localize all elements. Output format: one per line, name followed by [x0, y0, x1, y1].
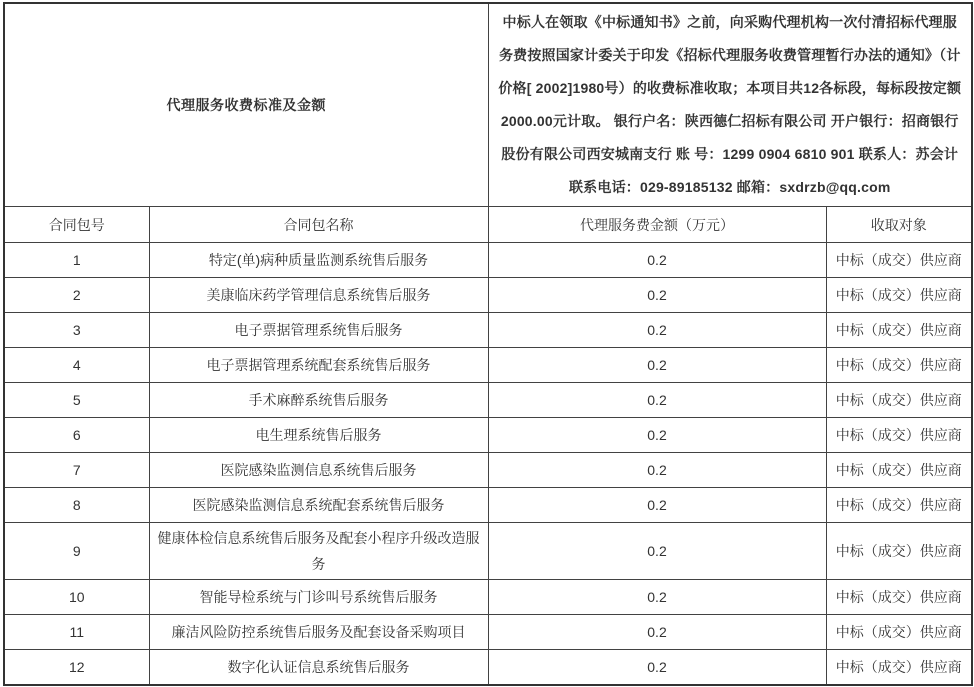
header-package-name: 合同包名称: [149, 207, 488, 243]
cell-fee-amount: 0.2: [488, 580, 826, 615]
cell-package-no: 9: [4, 523, 149, 580]
cell-fee-amount: 0.2: [488, 418, 826, 453]
cell-charge-target: 中标（成交）供应商: [826, 418, 972, 453]
cell-fee-amount: 0.2: [488, 243, 826, 278]
cell-package-name: 廉洁风险防控系统售后服务及配套设备采购项目: [149, 615, 488, 650]
fee-standard-title: 代理服务收费标准及金额: [4, 3, 488, 207]
cell-package-no: 7: [4, 453, 149, 488]
header-fee-amount: 代理服务费金额（万元）: [488, 207, 826, 243]
header-charge-target: 收取对象: [826, 207, 972, 243]
cell-package-name: 医院感染监测信息系统配套系统售后服务: [149, 488, 488, 523]
cell-package-name: 医院感染监测信息系统售后服务: [149, 453, 488, 488]
cell-charge-target: 中标（成交）供应商: [826, 278, 972, 313]
table-row: [4, 348, 972, 383]
cell-charge-target: 中标（成交）供应商: [826, 348, 972, 383]
table-row: [4, 383, 972, 418]
table-header-row: [4, 207, 972, 243]
table-row: [4, 243, 972, 278]
fee-standard-description: 中标人在领取《中标通知书》之前，向采购代理机构一次付清招标代理服务费按照国家计委关于印发《招标代理服务收费管理暂行办法的通知》（计价格[ 2002]1980号）的收费标准收取；本项目共12各标段，每标段按定额2000.00元计取。 银行户名：陕西德仁招标有限公司 开户银行：招商银行股份有限公司西安城南支行 账 号：1299 0904 6810 901 联系人：苏会计 联系电话：029-89185132 邮箱：sxdrzb@qq.com: [488, 3, 972, 207]
cell-charge-target: 中标（成交）供应商: [826, 615, 972, 650]
cell-package-name: 数字化认证信息系统售后服务: [149, 650, 488, 686]
cell-package-no: 2: [4, 278, 149, 313]
cell-charge-target: 中标（成交）供应商: [826, 313, 972, 348]
cell-package-no: 8: [4, 488, 149, 523]
cell-fee-amount: 0.2: [488, 383, 826, 418]
cell-package-name: 健康体检信息系统售后服务及配套小程序升级改造服务: [149, 523, 488, 580]
fee-standard-row: [4, 3, 972, 207]
table-row: [4, 615, 972, 650]
cell-charge-target: 中标（成交）供应商: [826, 523, 972, 580]
table-row: [4, 488, 972, 523]
cell-charge-target: 中标（成交）供应商: [826, 580, 972, 615]
cell-package-name: 电生理系统售后服务: [149, 418, 488, 453]
cell-package-name: 电子票据管理系统配套系统售后服务: [149, 348, 488, 383]
cell-package-no: 6: [4, 418, 149, 453]
table-row: [4, 418, 972, 453]
table-row: [4, 313, 972, 348]
cell-charge-target: 中标（成交）供应商: [826, 650, 972, 686]
cell-package-name: 智能导检系统与门诊叫号系统售后服务: [149, 580, 488, 615]
cell-package-no: 10: [4, 580, 149, 615]
cell-charge-target: 中标（成交）供应商: [826, 453, 972, 488]
cell-charge-target: 中标（成交）供应商: [826, 488, 972, 523]
cell-package-name: 电子票据管理系统售后服务: [149, 313, 488, 348]
cell-charge-target: 中标（成交）供应商: [826, 383, 972, 418]
cell-package-name: 特定(单)病种质量监测系统售后服务: [149, 243, 488, 278]
table-row: [4, 278, 972, 313]
cell-fee-amount: 0.2: [488, 650, 826, 686]
cell-charge-target: 中标（成交）供应商: [826, 243, 972, 278]
cell-fee-amount: 0.2: [488, 313, 826, 348]
cell-package-no: 1: [4, 243, 149, 278]
cell-fee-amount: 0.2: [488, 348, 826, 383]
cell-package-no: 3: [4, 313, 149, 348]
cell-package-name: 美康临床药学管理信息系统售后服务: [149, 278, 488, 313]
cell-package-no: 4: [4, 348, 149, 383]
header-package-no: 合同包号: [4, 207, 149, 243]
cell-package-no: 5: [4, 383, 149, 418]
table-row: [4, 453, 972, 488]
cell-package-no: 12: [4, 650, 149, 686]
cell-package-no: 11: [4, 615, 149, 650]
cell-fee-amount: 0.2: [488, 453, 826, 488]
cell-fee-amount: 0.2: [488, 278, 826, 313]
cell-fee-amount: 0.2: [488, 615, 826, 650]
table-row: [4, 523, 972, 580]
cell-package-name: 手术麻醉系统售后服务: [149, 383, 488, 418]
cell-fee-amount: 0.2: [488, 523, 826, 580]
table-row: [4, 580, 972, 615]
table-row: [4, 650, 972, 686]
cell-fee-amount: 0.2: [488, 488, 826, 523]
agency-fee-table: [3, 2, 973, 686]
